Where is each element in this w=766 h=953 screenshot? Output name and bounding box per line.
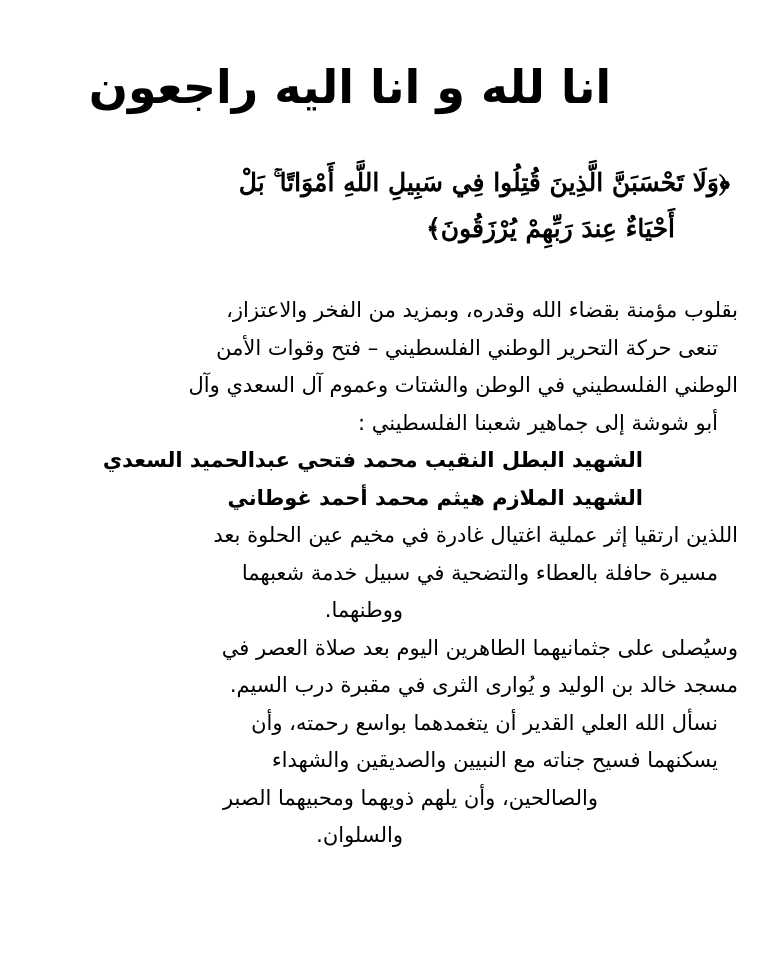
body-line: اللذين ارتقيا إثر عملية اغتيال غادرة في مخيم عين الحلوة بعد <box>213 523 738 547</box>
verse-line-1: ﴿وَلَا تَحْسَبَنَّ الَّذِينَ قُتِلُوا فِي سَبِيلِ اللَّهِ أَمْوَاتًا ۚ بَلْ <box>238 168 730 197</box>
body-line: تنعى حركة التحرير الوطني الفلسطيني – فتح وقوات الأمن <box>216 335 718 360</box>
quran-verse <box>30 160 730 252</box>
body-line: يسكنهما فسيح جناته مع النبيين والصديقين والشهداء <box>271 748 718 772</box>
body-line: أبو شوشة إلى جماهير شعبنا الفلسطيني : <box>358 410 718 435</box>
martyr-name-2: الشهيد الملازم هيثم محمد أحمد غوطاني <box>227 485 643 510</box>
notice-body <box>22 292 738 855</box>
body-line: مسجد خالد بن الوليد و يُوارى الثرى في مقبرة درب السيم. <box>229 673 738 697</box>
martyr-name-1: الشهيد البطل النقيب محمد فتحي عبدالحميد السعدي <box>102 448 643 472</box>
body-line: وسيُصلى على جثمانيهما الطاهرين اليوم بعد صلاة العصر في <box>221 635 738 660</box>
body-line: بقلوب مؤمنة بقضاء الله وقدره، وبمزيد من الفخر والاعتزاز، <box>226 298 738 322</box>
page-title: انا لله و انا اليه راجعون <box>88 60 612 114</box>
body-line: نسأل الله العلي القدير أن يتغمدهما بواسع رحمته، وأن <box>251 710 718 735</box>
body-line: ووطنهما. <box>324 598 403 622</box>
verse-line-2: أَحْيَاءٌ عِندَ رَبِّهِمْ يُرْزَقُونَ﴾ <box>426 214 675 243</box>
body-line: مسيرة حافلة بالعطاء والتضحية في سبيل خدمة شعبهما <box>241 560 718 585</box>
body-line: والصالحين، وأن يلهم ذويهما ومحبيهما الصبر <box>222 785 598 810</box>
body-line: والسلوان. <box>316 823 403 847</box>
body-line: الوطني الفلسطيني في الوطن والشتات وعموم آل السعدي وآل <box>188 373 738 397</box>
